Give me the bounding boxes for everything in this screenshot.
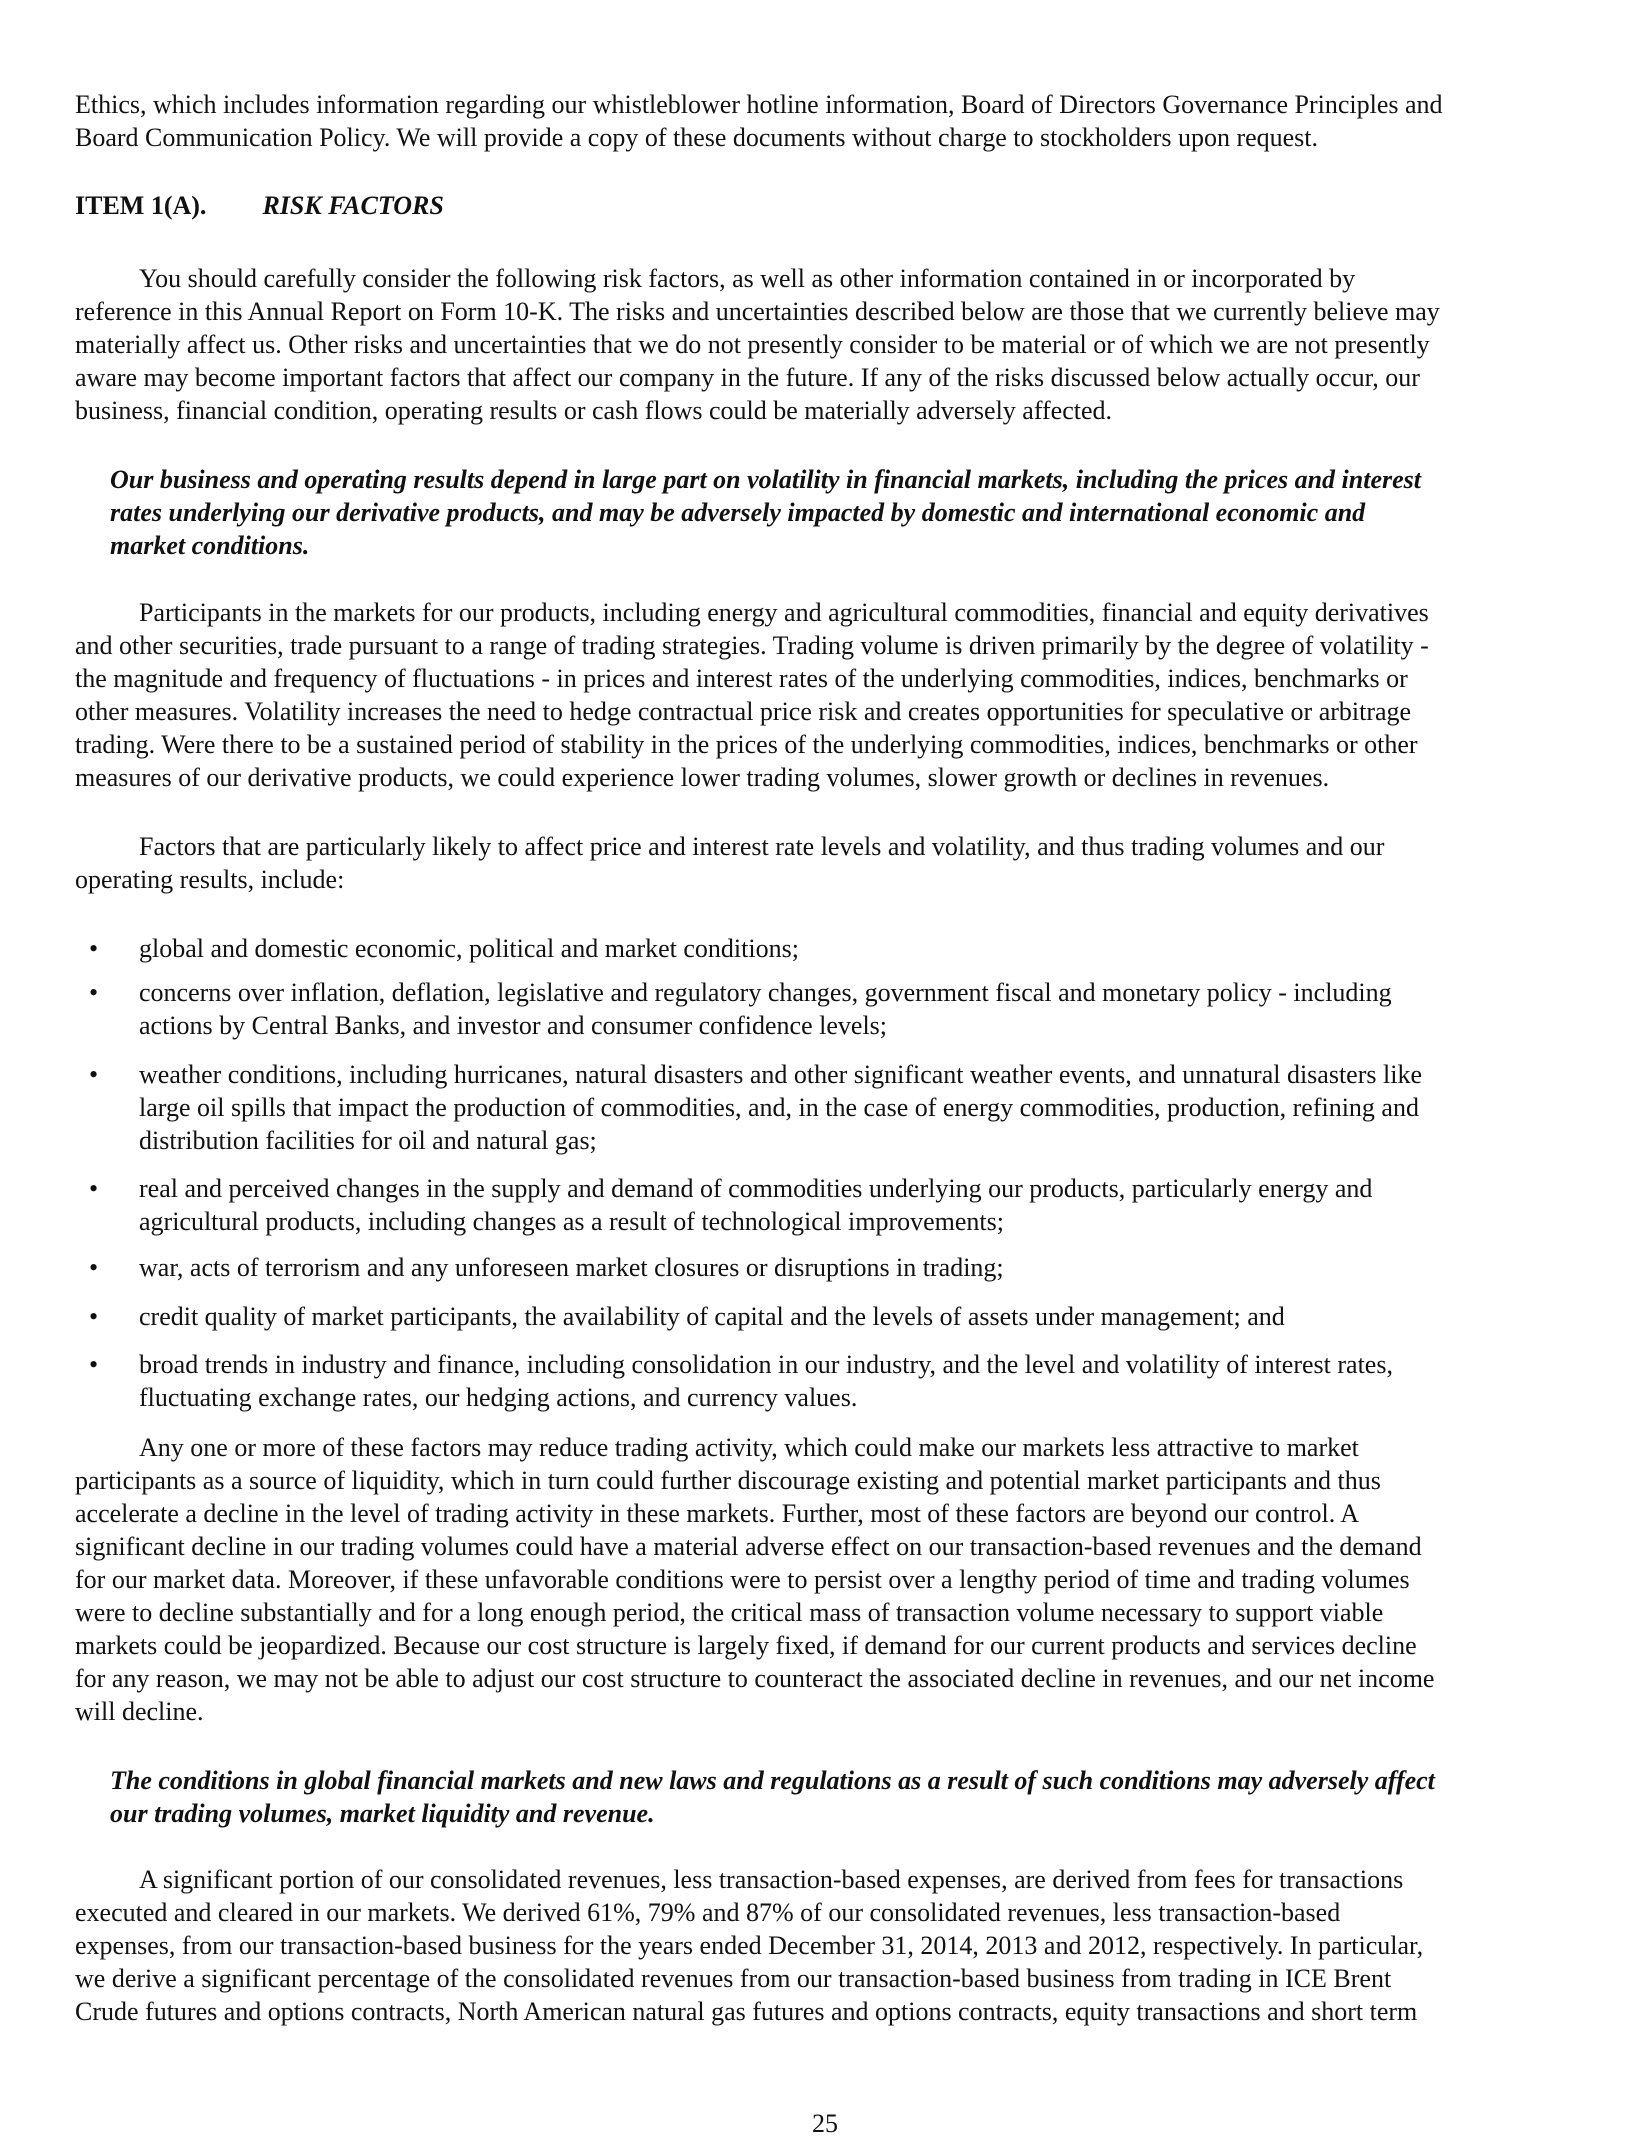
item-title: RISK FACTORS [262,191,444,220]
text-line: market conditions. [110,531,310,560]
text-line: Any one or more of these factors may reduce trading activity, which could make our markets less attractive to market [139,1433,1359,1462]
list-item-text [139,1172,1372,1238]
text-line: broad trends in industry and finance, including consolidation in our industry, and the level and volatility of interest rates, [139,1350,1393,1379]
bullet-icon: • [89,978,99,1007]
participants-paragraph [75,596,1575,794]
text-line: war, acts of terrorism and any unforeseen market closures or disruptions in trading; [139,1253,1004,1282]
text-line: weather conditions, including hurricanes, natural disasters and other significant weather events, and unnatural disasters like [139,1060,1422,1089]
text-line: materially affect us. Other risks and uncertainties that we do not presently consider to be material or of which we are not presently [75,330,1430,359]
text-line: global and domestic economic, political and market conditions; [139,934,799,963]
risk-intro-paragraph [75,262,1575,427]
text-line: and other securities, trade pursuant to a range of trading strategies. Trading volume is driven primarily by the degree of volatility - [75,631,1429,660]
text-line: A significant portion of our consolidated revenues, less transaction-based expenses, are derived from fees for transactions [139,1865,1404,1894]
list-item-text [139,1251,1004,1284]
text-line: expenses, from our transaction-based business for the years ended December 31, 2014, 2013 and 2012, respectively. In particular, [75,1931,1424,1960]
bullet-icon: • [89,934,99,963]
text-line: You should carefully consider the following risk factors, as well as other information contained in or incorporated by [139,264,1356,293]
text-line: Factors that are particularly likely to affect price and interest rate levels and volatility, and thus trading volumes and our [139,832,1385,861]
text-line: significant decline in our trading volumes could have a material adverse effect on our transaction-based revenues and the demand [75,1532,1422,1561]
text-line: credit quality of market participants, the availability of capital and the levels of assets under management; and [139,1302,1285,1331]
text-line: participants as a source of liquidity, which in turn could further discourage existing and potential market participants and thus [75,1466,1381,1495]
text-line: distribution facilities for oil and natural gas; [139,1126,597,1155]
item-number: ITEM 1(A). [75,191,207,220]
text-line: will decline. [75,1697,204,1726]
text-line: we derive a significant percentage of the consolidated revenues from our transaction-based business from trading in ICE Brent [75,1964,1392,1993]
text-line: large oil spills that impact the production of commodities, and, in the case of energy commodities, production, refining and [139,1093,1419,1122]
risk-heading-conditions [110,1764,1610,1830]
text-line: Ethics, which includes information regarding our whistleblower hotline information, Board of Directors Governance Principles and [75,90,1443,119]
section-heading [75,189,1575,222]
list-item-text [139,1300,1285,1333]
list-item-text [139,1348,1393,1414]
text-line: business, financial condition, operating results or cash flows could be materially adversely affected. [75,396,1113,425]
list-item-text [139,976,1392,1042]
text-line: executed and cleared in our markets. We derived 61%, 79% and 87% of our consolidated revenues, less transaction-based [75,1898,1341,1927]
bullet-icon: • [89,1350,99,1379]
text-line: The conditions in global financial markets and new laws and regulations as a result of such conditions may adversely affect [110,1766,1435,1795]
bullet-icon: • [89,1302,99,1331]
text-line: actions by Central Banks, and investor and consumer confidence levels; [139,1011,888,1040]
text-line: reference in this Annual Report on Form 10-K. The risks and uncertainties described below are those that we currently believe may [75,297,1440,326]
text-line: rates underlying our derivative products, and may be adversely impacted by domestic and international economic and [110,498,1366,527]
text-line: real and perceived changes in the supply and demand of commodities underlying our products, particularly energy and [139,1174,1373,1203]
bullet-icon: • [89,1174,99,1203]
text-line: markets could be jeopardized. Because our cost structure is largely fixed, if demand for our current products and services decline [75,1631,1417,1660]
list-item-text [139,1058,1422,1157]
page-number: 25 [812,2109,838,2138]
bullet-icon: • [89,1253,99,1282]
list-item-text [139,932,799,965]
text-line: our trading volumes, market liquidity and revenue. [110,1799,655,1828]
reduce-activity-paragraph [75,1431,1575,1728]
text-line: aware may become important factors that affect our company in the future. If any of the risks discussed below actually occur, our [75,363,1420,392]
text-line: concerns over inflation, deflation, legislative and regulatory changes, government fiscal and monetary policy - including [139,978,1392,1007]
text-line: other measures. Volatility increases the need to hedge contractual price risk and creates opportunities for speculative or arbitrage [75,697,1412,726]
text-line: operating results, include: [75,865,345,894]
risk-heading-volatility [110,463,1610,562]
text-line: were to decline substantially and for a long enough period, the critical mass of transaction volume necessary to support viable [75,1598,1384,1627]
text-line: Our business and operating results depend in large part on volatility in financial markets, including the prices and interest [110,465,1422,494]
text-line: agricultural products, including changes as a result of technological improvements; [139,1207,1004,1236]
text-line: trading. Were there to be a sustained period of stability in the prices of the underlying commodities, indices, benchmarks or other [75,730,1418,759]
text-line: for any reason, we may not be able to adjust our cost structure to counteract the associated decline in revenues, and our net income [75,1664,1435,1693]
text-line: the magnitude and frequency of fluctuations - in prices and interest rates of the underlying commodities, indices, benchmarks or [75,664,1408,693]
bullet-icon: • [89,1060,99,1089]
revenues-paragraph [75,1863,1575,2028]
factors-paragraph [75,830,1575,896]
text-line: measures of our derivative products, we could experience lower trading volumes, slower growth or declines in revenues. [75,763,1330,792]
text-line: Participants in the markets for our products, including energy and agricultural commodities, financial and equity derivatives [139,598,1429,627]
text-line: fluctuating exchange rates, our hedging actions, and currency values. [139,1383,858,1412]
intro-paragraph [75,88,1575,154]
text-line: Crude futures and options contracts, North American natural gas futures and options contracts, equity transactions and short term [75,1997,1418,2026]
text-line: Board Communication Policy. We will provide a copy of these documents without charge to stockholders upon request. [75,123,1319,152]
text-line: accelerate a decline in the level of trading activity in these markets. Further, most of these factors are beyond our control. A [75,1499,1360,1528]
text-line: for our market data. Moreover, if these unfavorable conditions were to persist over a lengthy period of time and trading volumes [75,1565,1410,1594]
